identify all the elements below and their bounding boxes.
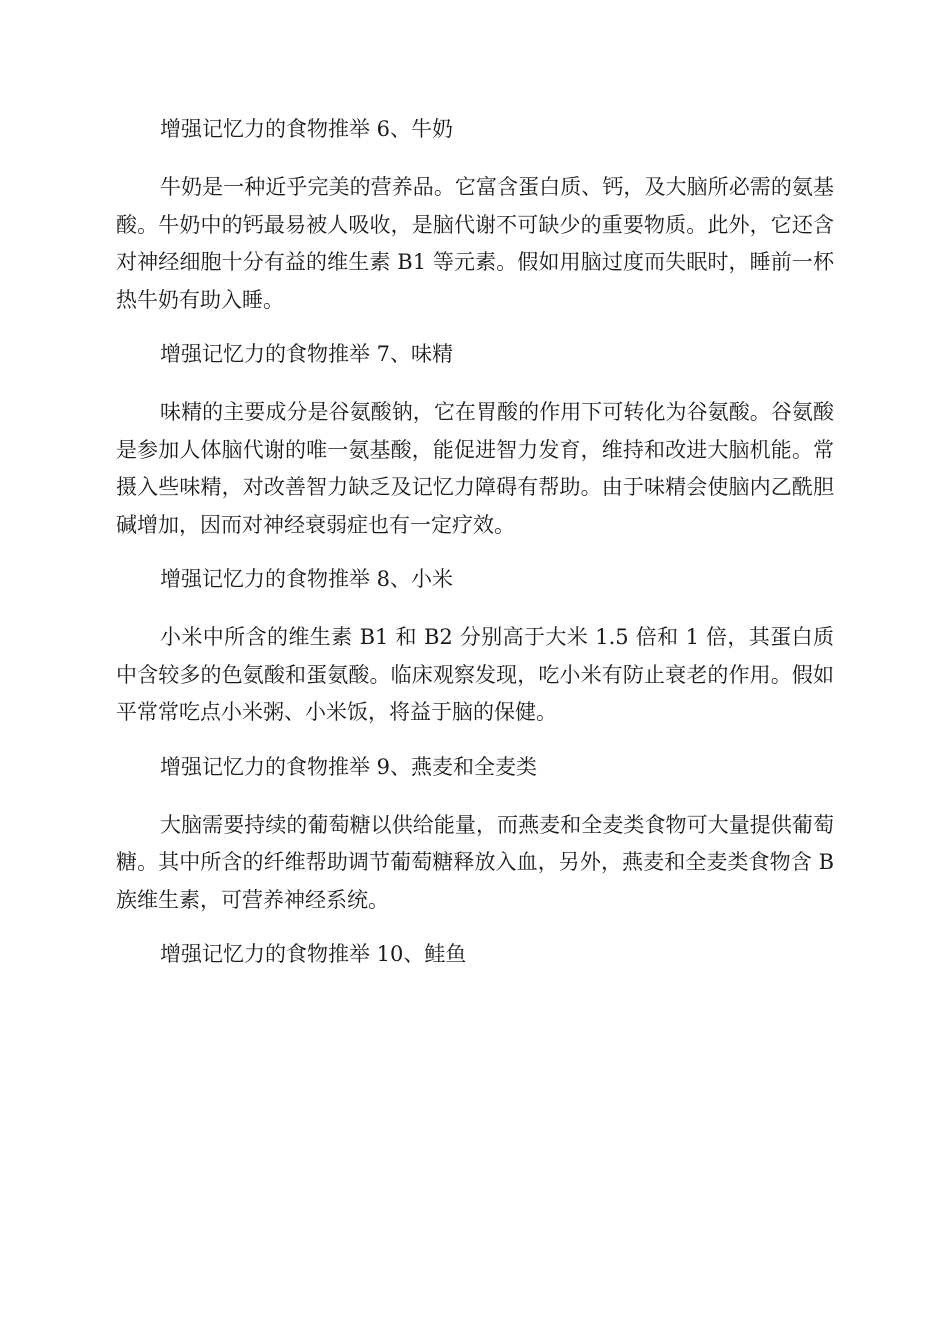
section-body-millet: 小米中所含的维生素 B1 和 B2 分别高于大米 1.5 倍和 1 倍，其蛋白质中含较多的色氨酸和蛋氨酸。临床观察发现，吃小米有防止衰老的作用。假如平常常吃点小米粥、小米饭，将益于脑的保健。 <box>116 625 834 724</box>
section-body-msg: 味精的主要成分是谷氨酸钠，它在胃酸的作用下可转化为谷氨酸。谷氨酸是参加人体脑代谢的唯一氨基酸，能促进智力发育，维持和改进大脑机能。常摄入些味精，对改善智力缺乏及记忆力障碍有帮助。由于味精会使脑内乙酰胆碱增加，因而对神经衰弱症也有一定疗效。 <box>116 400 834 537</box>
section-body-milk: 牛奶是一种近乎完美的营养品。它富含蛋白质、钙，及大脑所必需的氨基酸。牛奶中的钙最易被人吸收，是脑代谢不可缺少的重要物质。此外，它还含对神经细胞十分有益的维生素 B1 等元素。假如用脑过度而失眠时，睡前一杯热牛奶有助入睡。 <box>116 175 834 312</box>
section-heading-salmon: 增强记忆力的食物推举 10、鲑鱼 <box>160 942 467 966</box>
document-content <box>116 110 834 973</box>
section-heading-msg: 增强记忆力的食物推举 7、味精 <box>160 342 454 366</box>
section-heading-oats: 增强记忆力的食物推举 9、燕麦和全麦类 <box>160 754 538 779</box>
section-heading-milk: 增强记忆力的食物推举 6、牛奶 <box>160 117 454 141</box>
section-heading-millet: 增强记忆力的食物推举 8、小米 <box>160 567 454 591</box>
section-body-oats: 大脑需要持续的葡萄糖以供给能量，而燕麦和全麦类食物可大量提供葡萄糖。其中所含的纤维帮助调节葡萄糖释放入血，另外，燕麦和全麦类食物含 B 族维生素，可营养神经系统。 <box>116 812 834 912</box>
